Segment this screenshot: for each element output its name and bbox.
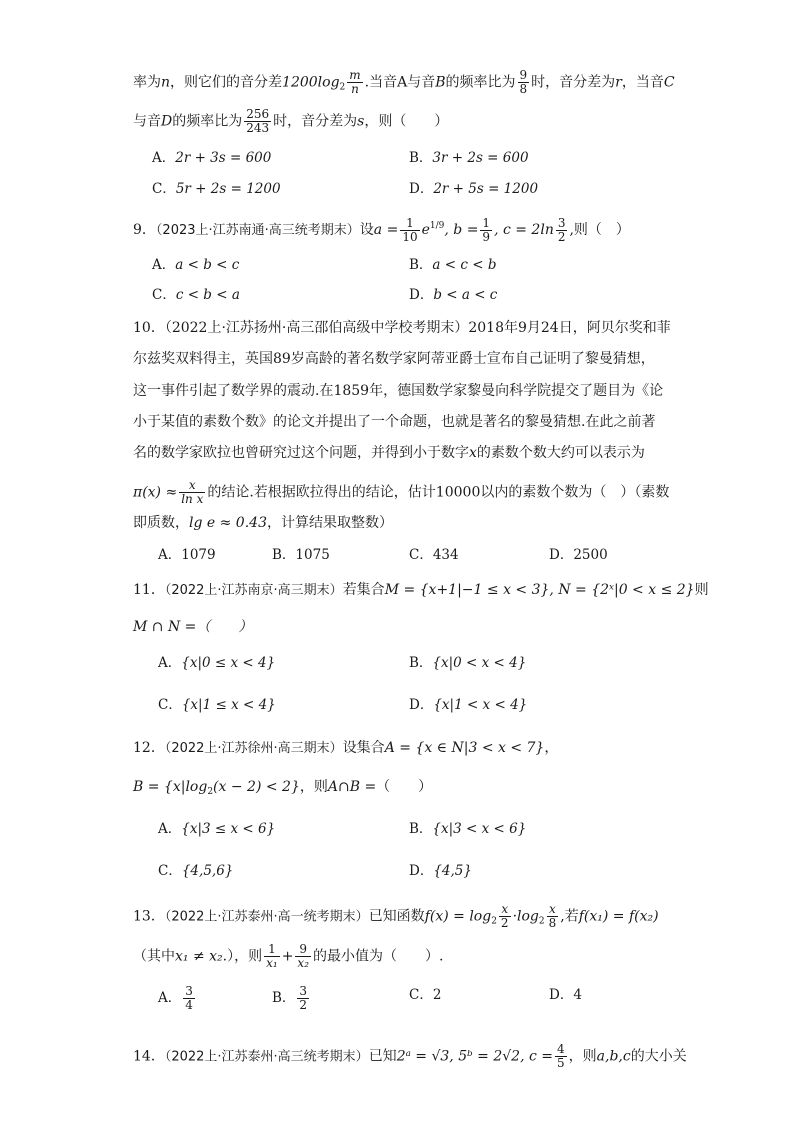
q10-line2: 尔兹奖双料得主，英国89岁高龄的著名数学家阿蒂亚爵士宣布自己证明了黎曼猜想， [133,351,655,367]
option-b[interactable]: B．{x|3 < x < 6} [409,821,527,837]
q10-line6: π(x) ≈ $\frac{x}{\text{ln x}}$ 的结论.若根据欧拉得出的结论，估计10000以内的素数个数为（ ）（素数 [133,478,670,506]
q9-stem: 9．（2023上·江苏南通·高三统考期末）设a = $\frac{1}{10}$ $e^{1/9}$, b = $\frac{1}{9}$ , c = 2ln $\frac{3}{2}$ ,则（ ） [133,215,630,244]
option-d[interactable]: D．4 [549,987,582,1003]
option-d[interactable]: D．{x|1 < x < 4} [409,697,528,713]
q12-stem: 12．（2022上·江苏徐州·高三期末）设集合A = {x ∈ N|3 < x < 7}， [133,740,559,756]
fraction: $\frac{x}{\text{ln x}}$ [181,478,204,506]
fraction: $\frac{9}{8}$ [519,68,528,96]
fraction: $\frac{256}{243}$ [246,107,270,135]
option-d[interactable]: D．2500 [549,547,608,563]
q12-line2: $B = \{x|\log_2(x - 2) < 2\}$，则A∩B =（ ） [133,779,433,797]
q10-line7: 即质数，lg e ≈ 0.43，计算结果取整数） [133,515,393,531]
q10-line4: 小于某值的素数个数》的论文并提出了一个命题，也就是著名的黎曼猜想.在此之前著 [133,414,656,430]
q10-line1: 10．（2022上·江苏扬州·高三邵伯高级中学校考期末）2018年9月24日，阿贝尔奖和菲 [133,320,671,336]
option-b[interactable]: B．1075 [272,547,330,563]
q13-line2: （其中x₁ ≠ x₂.），则 $\frac{1}{\text{x₁}}$ + $\frac{9}{\text{x₂}}$ 的最小值为（ ）. [133,942,444,970]
q10-line3: 这一事件引起了数学界的震动.在1859年，德国数学家黎曼向科学院提交了题目为《论 [133,383,664,399]
q8-line2: 与音D的频率比为 $\frac{256}{243}$ 时，音分差为s，则（ ） [133,107,449,135]
q8-line1: 率为n，则它们的音分差$1200\log_2$ $\frac{m}{n}$ .当音A与音B的频率比为 $\frac{9}{8}$ 时，音分差为r，当音C [133,68,675,96]
q11-line2: M ∩ N =（ ） [133,619,253,635]
q11-stem: 11．（2022上·江苏南京·高三期末）若集合M = {x+1|−1 ≤ x < 3}, N = {2ˣ|0 < x ≤ 2}则 [133,582,709,598]
option-b[interactable]: B．3r + 2s = 600 [409,150,529,166]
option-b[interactable]: B．a < c < b [409,257,497,273]
option-d[interactable]: D．{4,5} [409,863,472,879]
option-c[interactable]: C．2 [409,987,442,1003]
option-c[interactable]: C．c < b < a [152,287,240,303]
fraction: $\frac{x}{8}$ [548,902,557,930]
fraction: $\frac{3}{4}$ [185,984,193,1012]
fraction: $\frac{3}{2}$ [299,984,308,1012]
option-a[interactable]: A．{x|3 ≤ x < 6} [158,821,276,837]
q14-stem: 14．（2022上·江苏泰州·高三统考期末）已知2ᵃ = √3, 5ᵇ = 2√2, c = $\frac{4}{5}$ ，则a,b,c的大小关 [133,1042,687,1070]
fraction: $\frac{1}{10}$ [402,215,418,244]
option-a[interactable]: A．a < b < c [152,257,240,273]
fraction: $\frac{4}{5}$ [557,1042,565,1070]
option-a[interactable]: A．{x|0 ≤ x < 4} [158,655,276,671]
fraction: $\frac{3}{2}$ [557,215,566,244]
fraction: $\frac{1}{9}$ [482,215,491,244]
fraction: $\frac{9}{\text{x₂}}$ [297,942,309,970]
option-c[interactable]: C．{x|1 ≤ x < 4} [158,697,276,713]
option-c[interactable]: C．{4,5,6} [158,863,234,879]
option-d[interactable]: D．b < a < c [409,287,498,303]
q10-line5: 名的数学家欧拉也曾研究过这个问题，并得到小于数字x的素数个数大约可以表示为 [133,445,645,461]
option-c[interactable]: C．5r + 2s = 1200 [152,181,281,197]
fraction: $\frac{m}{n}$ [349,68,361,96]
option-a[interactable]: A． $\frac{3}{4}$ [158,984,193,1012]
option-b[interactable]: B．{x|0 < x < 4} [409,655,527,671]
option-a[interactable]: A．2r + 3s = 600 [152,150,272,166]
option-c[interactable]: C．434 [409,547,459,563]
option-a[interactable]: A．1079 [158,547,216,563]
fraction: $\frac{x}{2}$ [500,902,509,930]
fraction: $\frac{1}{\text{x₁}}$ [266,942,278,970]
option-d[interactable]: D．2r + 5s = 1200 [409,181,539,197]
option-b[interactable]: B． $\frac{3}{2}$ [272,984,308,1012]
q13-stem: 13．（2022上·江苏泰州·高一统考期末）已知函数$f(x) = \log_2$ $\frac{x}{2}$ $\cdot\log_2$ $\frac{x}{8}$ ,若f(x₁) = f(x₂) [133,902,659,930]
